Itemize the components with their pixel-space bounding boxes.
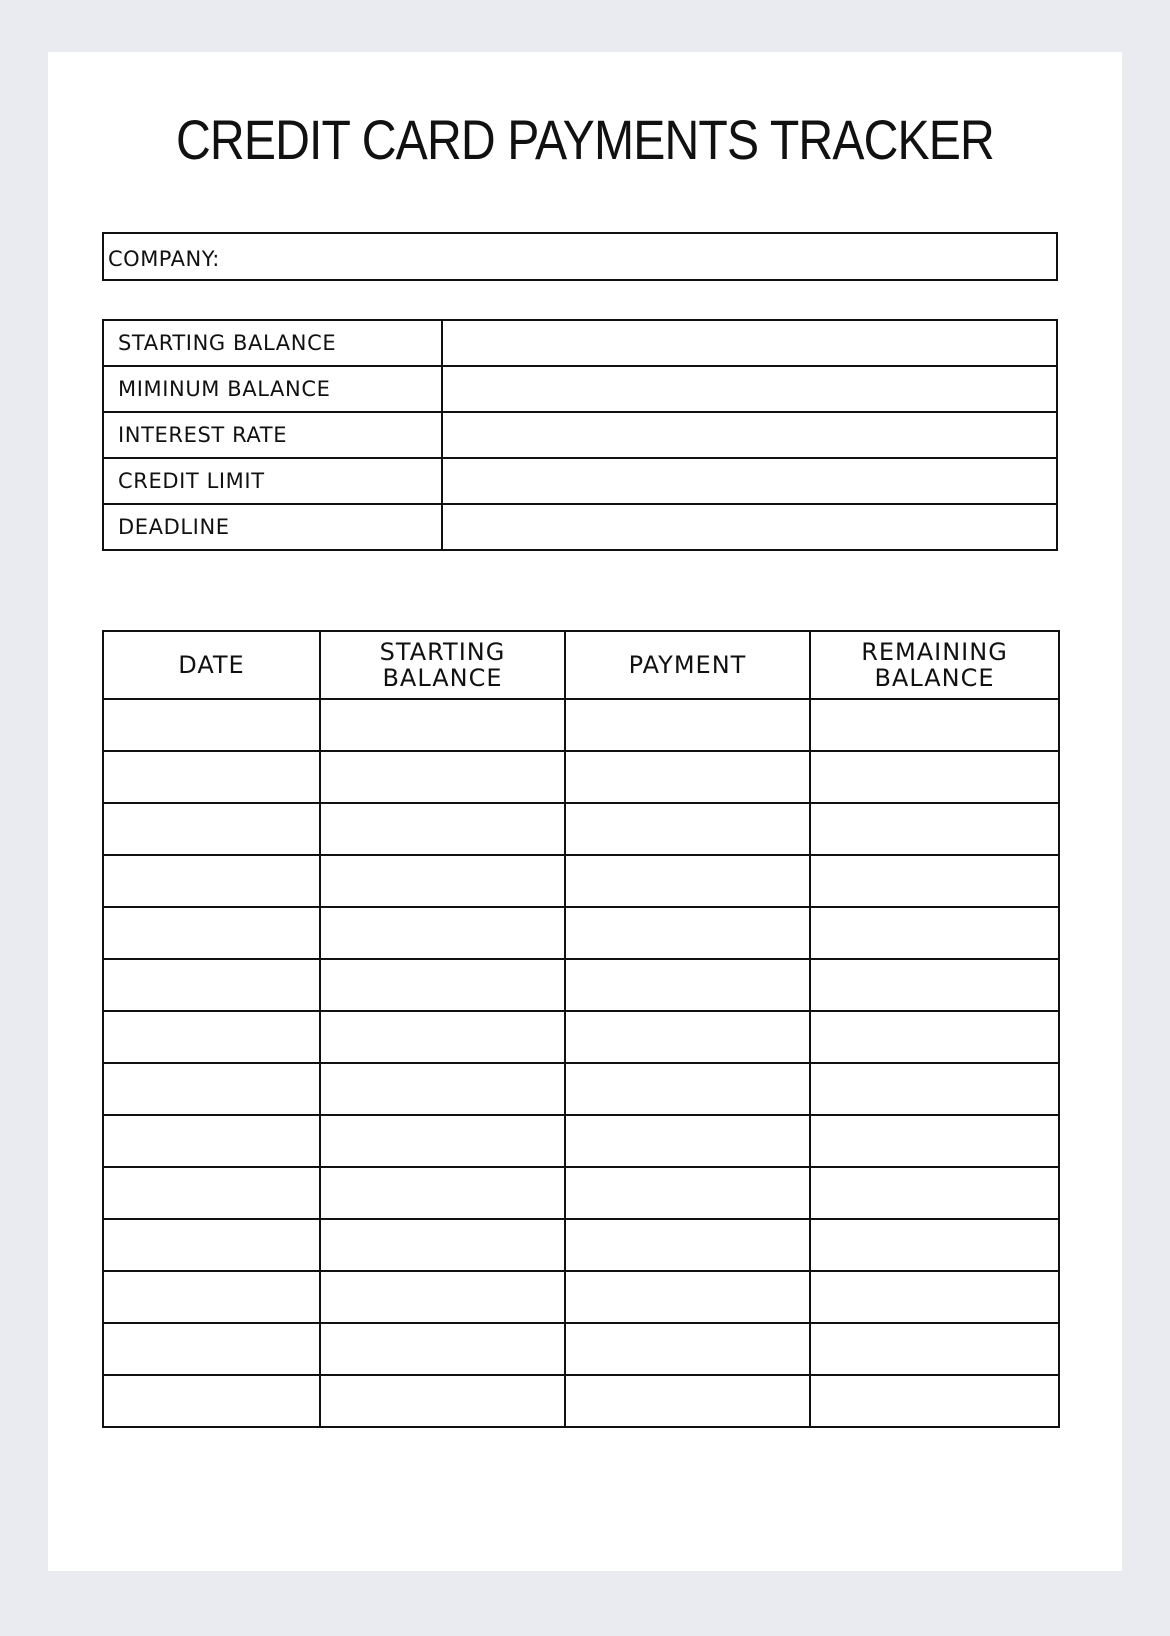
- table-row: [103, 907, 1059, 959]
- table-row: [103, 1063, 1059, 1115]
- cell-payment[interactable]: [565, 907, 810, 959]
- info-row-starting-balance: [103, 320, 1057, 366]
- company-label: COMPANY:: [108, 247, 220, 271]
- payment-log-header-row: [103, 631, 1059, 699]
- info-value-cell[interactable]: [442, 504, 1057, 550]
- table-row: [103, 1271, 1059, 1323]
- card-info-table: [102, 319, 1058, 551]
- cell-remaining-balance[interactable]: [810, 1271, 1059, 1323]
- info-label: INTEREST RATE: [103, 412, 442, 458]
- cell-date[interactable]: [103, 1167, 320, 1219]
- page-title: CREDIT CARD PAYMENTS TRACKER: [176, 108, 994, 171]
- cell-starting-balance[interactable]: [320, 1375, 565, 1427]
- table-row: [103, 1167, 1059, 1219]
- cell-remaining-balance[interactable]: [810, 1375, 1059, 1427]
- column-header-date: [103, 631, 320, 699]
- cell-payment[interactable]: [565, 803, 810, 855]
- column-header-line: PAYMENT: [628, 650, 747, 679]
- cell-remaining-balance[interactable]: [810, 1323, 1059, 1375]
- cell-payment[interactable]: [565, 1323, 810, 1375]
- info-value-cell[interactable]: [442, 412, 1057, 458]
- cell-payment[interactable]: [565, 751, 810, 803]
- table-row: [103, 1011, 1059, 1063]
- info-value-cell[interactable]: [442, 320, 1057, 366]
- cell-starting-balance[interactable]: [320, 699, 565, 751]
- cell-remaining-balance[interactable]: [810, 699, 1059, 751]
- column-header-line: BALANCE: [874, 664, 995, 692]
- cell-date[interactable]: [103, 751, 320, 803]
- table-row: [103, 1375, 1059, 1427]
- cell-remaining-balance[interactable]: [810, 1011, 1059, 1063]
- cell-payment[interactable]: [565, 855, 810, 907]
- cell-starting-balance[interactable]: [320, 1167, 565, 1219]
- table-row: [103, 959, 1059, 1011]
- cell-starting-balance[interactable]: [320, 959, 565, 1011]
- cell-date[interactable]: [103, 699, 320, 751]
- column-header-line: REMAINING: [861, 637, 1008, 666]
- cell-date[interactable]: [103, 1063, 320, 1115]
- info-value-cell[interactable]: [442, 366, 1057, 412]
- payment-log-table: [102, 630, 1060, 1428]
- table-row: [103, 1323, 1059, 1375]
- table-row: [103, 699, 1059, 751]
- info-label: MIMINUM BALANCE: [103, 366, 442, 412]
- company-field[interactable]: [102, 232, 1058, 281]
- cell-payment[interactable]: [565, 1011, 810, 1063]
- column-header-line: DATE: [178, 650, 245, 679]
- cell-starting-balance[interactable]: [320, 1115, 565, 1167]
- tracker-page: [48, 52, 1122, 1571]
- cell-payment[interactable]: [565, 1375, 810, 1427]
- info-label: CREDIT LIMIT: [103, 458, 442, 504]
- cell-starting-balance[interactable]: [320, 855, 565, 907]
- cell-starting-balance[interactable]: [320, 1219, 565, 1271]
- cell-payment[interactable]: [565, 1115, 810, 1167]
- table-row: [103, 751, 1059, 803]
- table-row: [103, 1219, 1059, 1271]
- cell-payment[interactable]: [565, 1167, 810, 1219]
- cell-date[interactable]: [103, 1115, 320, 1167]
- column-header-line: BALANCE: [382, 664, 503, 692]
- table-row: [103, 803, 1059, 855]
- cell-starting-balance[interactable]: [320, 1011, 565, 1063]
- column-header-payment: [565, 631, 810, 699]
- cell-remaining-balance[interactable]: [810, 1219, 1059, 1271]
- payment-log-body: [103, 699, 1059, 1427]
- cell-payment[interactable]: [565, 1063, 810, 1115]
- cell-starting-balance[interactable]: [320, 751, 565, 803]
- cell-date[interactable]: [103, 907, 320, 959]
- cell-payment[interactable]: [565, 1271, 810, 1323]
- column-header-starting-balance: [320, 631, 565, 699]
- cell-remaining-balance[interactable]: [810, 803, 1059, 855]
- info-label: DEADLINE: [103, 504, 442, 550]
- cell-starting-balance[interactable]: [320, 1271, 565, 1323]
- cell-payment[interactable]: [565, 1219, 810, 1271]
- cell-date[interactable]: [103, 1011, 320, 1063]
- cell-date[interactable]: [103, 855, 320, 907]
- info-row-credit-limit: [103, 458, 1057, 504]
- table-row: [103, 855, 1059, 907]
- cell-date[interactable]: [103, 803, 320, 855]
- cell-remaining-balance[interactable]: [810, 1167, 1059, 1219]
- cell-remaining-balance[interactable]: [810, 1115, 1059, 1167]
- cell-remaining-balance[interactable]: [810, 907, 1059, 959]
- info-row-deadline: [103, 504, 1057, 550]
- info-row-interest-rate: [103, 412, 1057, 458]
- cell-starting-balance[interactable]: [320, 1063, 565, 1115]
- column-header-line: STARTING: [379, 637, 506, 666]
- cell-date[interactable]: [103, 959, 320, 1011]
- column-header-remaining-balance: [810, 631, 1059, 699]
- cell-date[interactable]: [103, 1323, 320, 1375]
- info-label: STARTING BALANCE: [103, 320, 442, 366]
- cell-date[interactable]: [103, 1219, 320, 1271]
- cell-payment[interactable]: [565, 959, 810, 1011]
- cell-starting-balance[interactable]: [320, 907, 565, 959]
- cell-date[interactable]: [103, 1271, 320, 1323]
- cell-remaining-balance[interactable]: [810, 959, 1059, 1011]
- table-row: [103, 1115, 1059, 1167]
- info-value-cell[interactable]: [442, 458, 1057, 504]
- cell-remaining-balance[interactable]: [810, 751, 1059, 803]
- cell-remaining-balance[interactable]: [810, 855, 1059, 907]
- cell-starting-balance[interactable]: [320, 803, 565, 855]
- cell-payment[interactable]: [565, 699, 810, 751]
- cell-remaining-balance[interactable]: [810, 1063, 1059, 1115]
- info-row-minimum-balance: [103, 366, 1057, 412]
- cell-starting-balance[interactable]: [320, 1323, 565, 1375]
- cell-date[interactable]: [103, 1375, 320, 1427]
